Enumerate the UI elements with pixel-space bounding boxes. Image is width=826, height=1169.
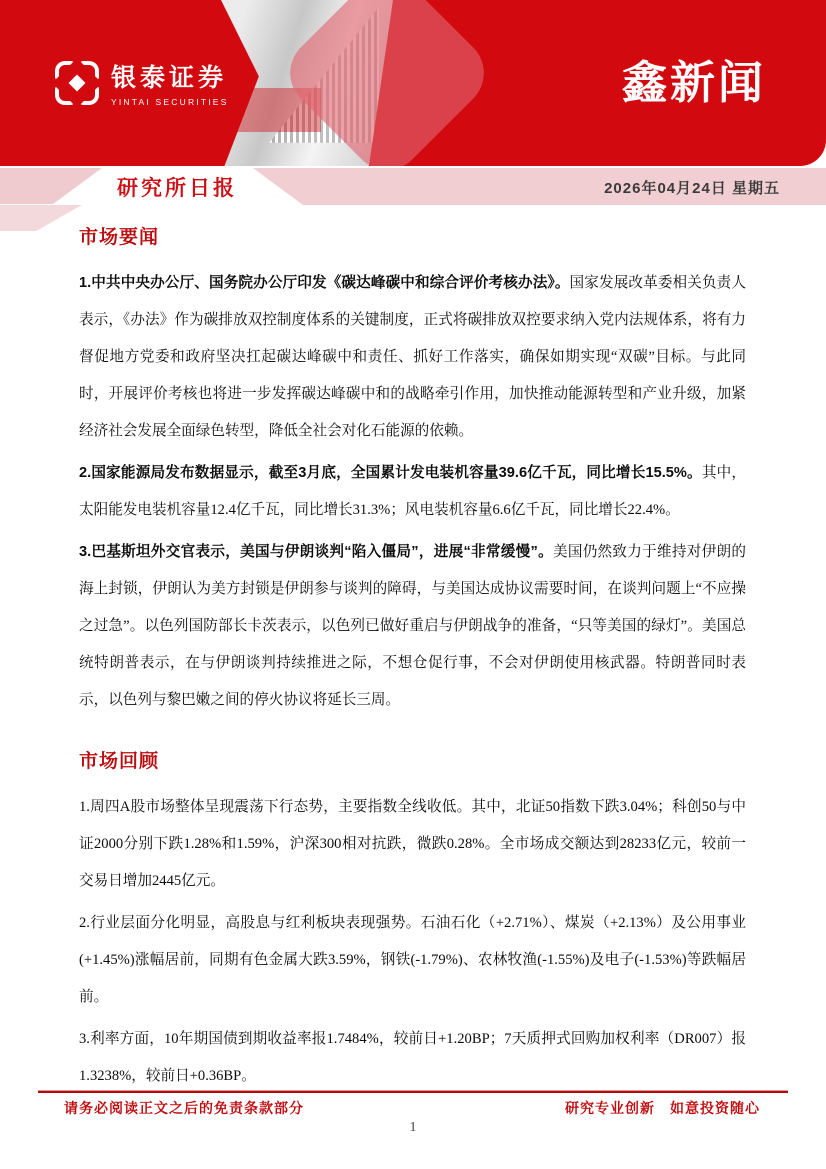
brand-name [111,58,229,107]
review-paragraph-body: 1.周四A股市场整体呈现震荡下行态势，主要指数全线收低。其中，北证50指数下跌3.04%；科创50与中证2000分别下跌1.28%和1.59%，沪深300相对抗跌，微跌0.28%。全市场成交额达到28233亿元，较前一交易日增加2445亿元。 [79,799,746,889]
review-paragraph-body: 3.利率方面，10年期国债到期收益率报1.7484%，较前日+1.20BP；7天质押式回购加权利率（DR007）报1.3238%，较前日+0.36BP。 [79,1031,746,1084]
news-paragraph-lead: 2.国家能源局发布数据显示，截至3月底，全国累计发电装机容量39.6亿千瓦，同比增长15.5%。 [79,465,702,481]
report-body [0,166,826,1095]
footer-disclaimer: 请务必阅读正文之后的免责条款部分 [64,1100,304,1116]
report-type-label: 研究所日报 [117,177,237,200]
pink-wedge-top [0,168,102,204]
sub-band [0,166,826,232]
masthead [0,0,826,166]
report-date: 2026年04月24日 星期五 [604,180,780,197]
review-paragraph-body: 2.行业层面分化明显，高股息与红利板块表现强势。石油石化（+2.71%）、煤炭（+2.13%）及公用事业(+1.45%)涨幅居前，同期有色金属大跌3.59%，钢铁(-1.79%)、农林牧渔(-1.55%)及电子(-1.53%)等跌幅居前。 [79,915,746,1005]
brand-name-en: YINTAI SECURITIES [111,97,229,107]
news-paragraph-body: 美国仍然致力于维持对伊朗的海上封锁，伊朗认为美方封锁是伊朗参与谈判的障碍，与美国达成协议需要时间，在谈判问题上“不应操之过急”。以色列国防部长卡茨表示，以色列已做好重启与伊朗战争的准备，“只等美国的绿灯”。美国总统特朗普表示，在与伊朗谈判持续推进之际，不想仓促行事，不会对伊朗使用核武器。特朗普同时表示，以色列与黎巴嫩之间的停火协议将延长三周。 [79,544,746,708]
masthead-title: 鑫新闻 [621,57,766,108]
page-number: 1 [409,1120,417,1135]
news-paragraph-body: 其中，太阳能发电装机容量12.4亿千瓦，同比增长31.3%；风电装机容量6.6亿千瓦，同比增长22.4%。 [79,465,746,518]
brand-name-cn: 银泰证券 [111,64,228,92]
brand-logo-icon [54,60,100,106]
footer [64,1098,760,1118]
footer-slogan: 研究专业创新 如意投资随心 [565,1100,760,1116]
review-paragraph [79,1021,746,1095]
news-paragraph-lead: 3.巴基斯坦外交官表示，美国与伊朗谈判“陷入僵局”，进展“非常缓慢”。 [79,544,553,560]
review-paragraph [79,905,746,1016]
brand-logo [54,58,229,107]
news-paragraph-body: 国家发展改革委相关负责人表示，《办法》作为碳排放双控制度体系的关键制度，正式将碳排放双控要求纳入党内法规体系，将有力督促地方党委和政府坚决扛起碳达峰碳中和责任、抓好工作落实，确保如期实现“双碳”目标。与此同时，开展评价考核也将进一步发挥碳达峰碳中和的战略牵引作用，加快推动能源转型和产业升级，加紧经济社会发展全面绿色转型，降低全社会对化石能源的依赖。 [79,275,746,439]
news-paragraph-lead: 1.中共中央办公厅、国务院办公厅印发《碳达峰碳中和综合评价考核办法》。 [79,275,570,291]
pink-wedge-bottom [0,205,82,231]
footer-divider [38,1090,788,1093]
news-paragraph [79,455,746,529]
review-paragraph [79,789,746,900]
news-paragraph [79,265,746,450]
section-heading-market-news: 市场要闻 [79,227,160,248]
section-heading-market-review: 市场回顾 [79,751,160,772]
news-paragraph [79,534,746,719]
